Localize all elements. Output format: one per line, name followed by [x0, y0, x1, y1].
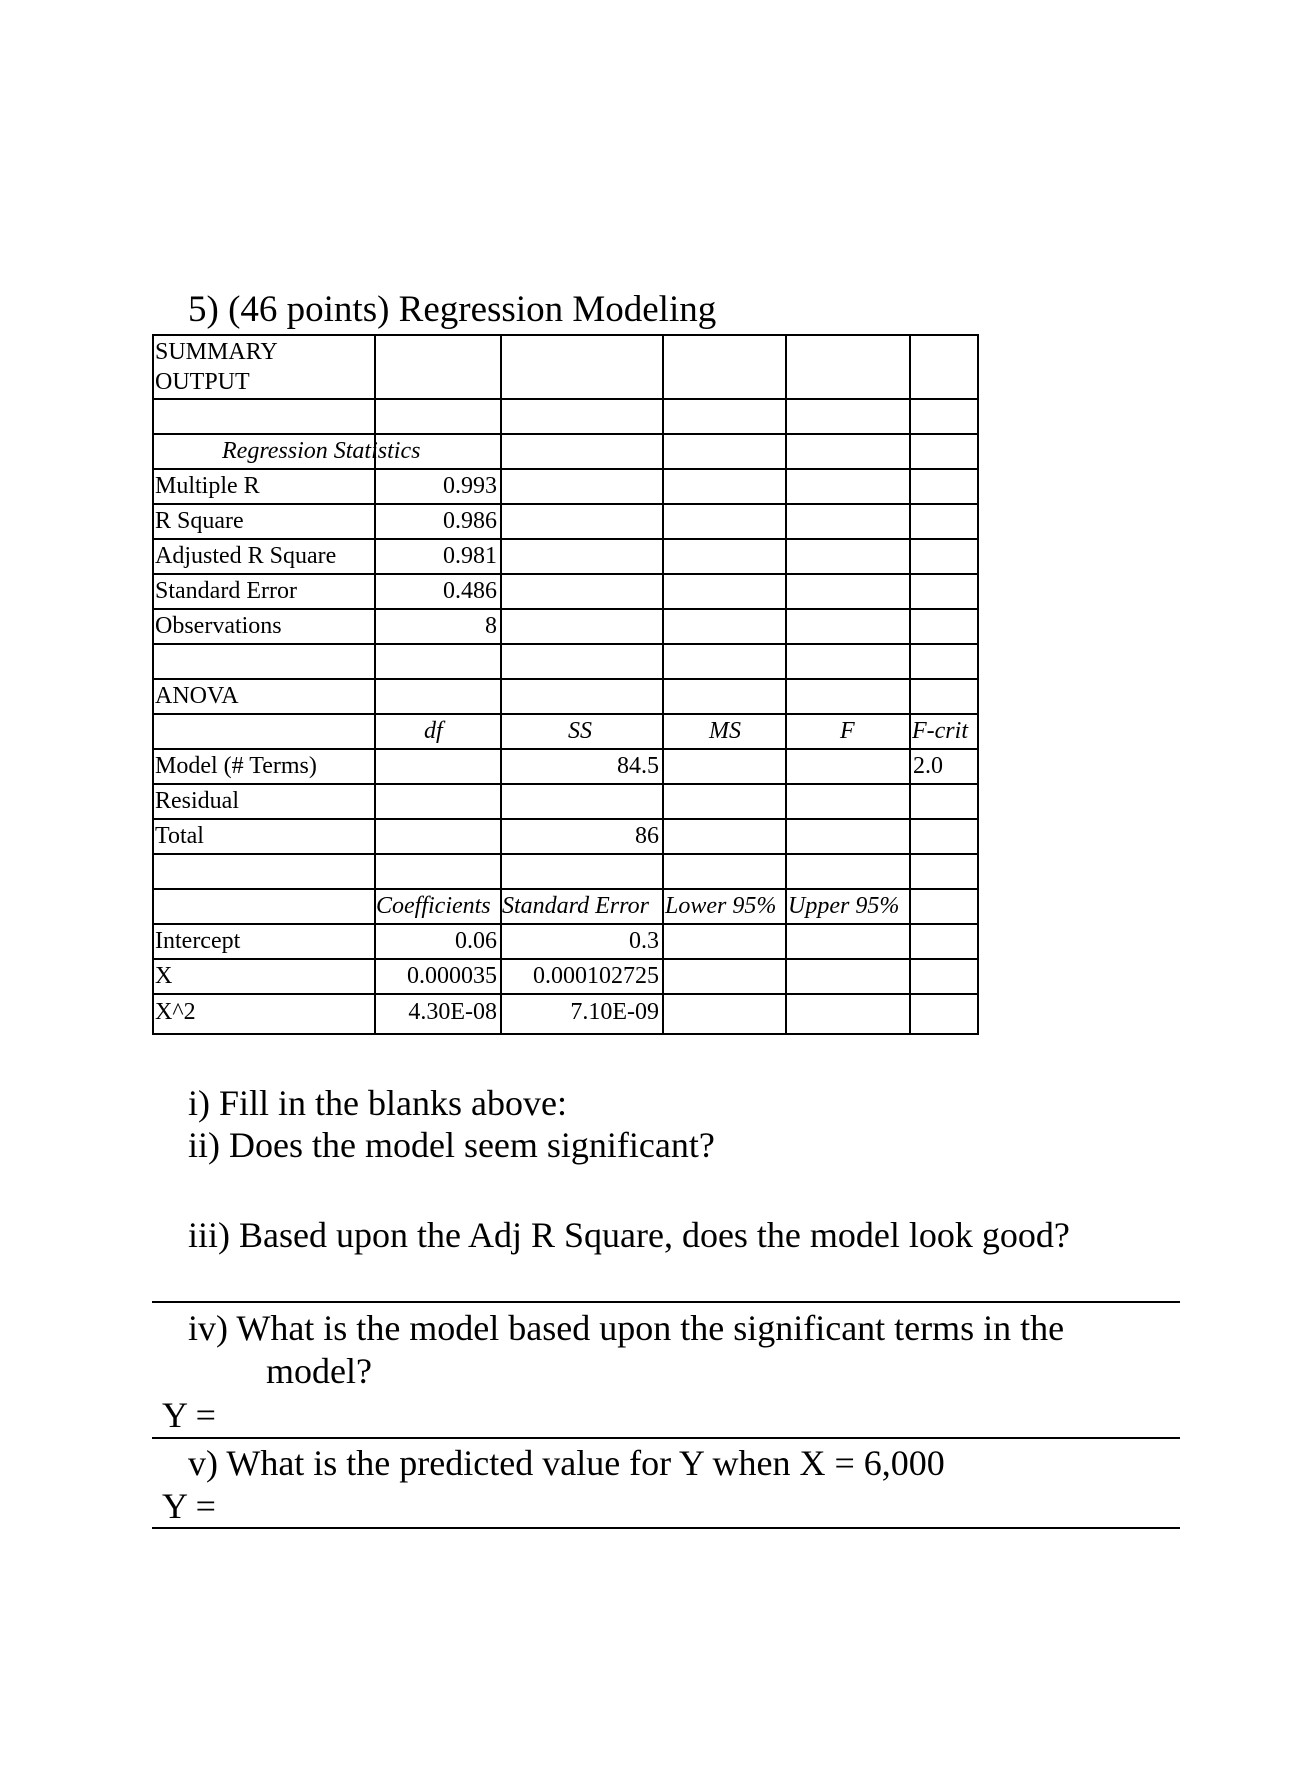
stat-value-multiple-r: 0.993 [443, 473, 497, 499]
answer-line-v [152, 1527, 1180, 1529]
page-title: 5) (46 points) Regression Modeling [188, 289, 717, 330]
regression-statistics-heading: Regression Statistics [222, 438, 421, 464]
anova-col-df: df [424, 718, 443, 744]
coef-col-upper-95: Upper 95% [788, 893, 900, 919]
anova-col-ms: MS [709, 718, 741, 744]
coef-col-standard-error: Standard Error [502, 893, 649, 919]
answer-line-iii [152, 1301, 1180, 1303]
summary-output-line2: OUTPUT [155, 369, 250, 395]
question-i: i) Fill in the blanks above: [188, 1083, 567, 1123]
anova-label-total: Total [155, 823, 204, 849]
coef-se-x-squared: 7.10E-09 [570, 999, 659, 1025]
summary-output-line1: SUMMARY [155, 339, 278, 365]
coef-col-coefficients: Coefficients [376, 893, 491, 919]
anova-col-ss: SS [568, 718, 592, 744]
question-v: v) What is the predicted value for Y when X = 6,000 [188, 1443, 945, 1483]
anova-ss-model: 84.5 [617, 753, 659, 779]
anova-heading: ANOVA [155, 683, 239, 709]
stat-value-adjusted-r-square: 0.981 [443, 543, 497, 569]
summary-output-table [152, 334, 979, 1035]
coef-label-x-squared: X^2 [155, 999, 196, 1025]
stat-label-observations: Observations [155, 613, 282, 639]
anova-label-residual: Residual [155, 788, 239, 814]
question-iii: iii) Based upon the Adj R Square, does the model look good? [188, 1215, 1070, 1255]
anova-fcrit-model: 2.0 [913, 753, 943, 779]
stat-value-r-square: 0.986 [443, 508, 497, 534]
coef-col-lower-95: Lower 95% [665, 893, 777, 919]
question-iv-line2: model? [266, 1351, 372, 1391]
anova-label-model: Model (# Terms) [155, 753, 317, 779]
stat-label-r-square: R Square [155, 508, 244, 534]
anova-ss-total: 86 [635, 823, 659, 849]
question-iv-line1: iv) What is the model based upon the significant terms in the [188, 1308, 1065, 1348]
anova-col-f: F [840, 718, 855, 744]
answer-label-y-iv: Y = [162, 1395, 216, 1435]
coef-label-intercept: Intercept [155, 928, 241, 954]
stat-label-adjusted-r-square: Adjusted R Square [155, 543, 337, 569]
question-ii: ii) Does the model seem significant? [188, 1125, 715, 1165]
coef-value-intercept: 0.06 [455, 928, 497, 954]
stat-label-multiple-r: Multiple R [155, 473, 260, 499]
answer-line-iv [152, 1437, 1180, 1439]
coef-se-intercept: 0.3 [629, 928, 659, 954]
coef-label-x: X [155, 963, 173, 989]
stat-value-standard-error: 0.486 [443, 578, 497, 604]
stat-value-observations: 8 [485, 613, 497, 639]
stat-label-standard-error: Standard Error [155, 578, 297, 604]
coef-se-x: 0.000102725 [533, 963, 659, 989]
coef-value-x: 0.000035 [407, 963, 497, 989]
coef-value-x-squared: 4.30E-08 [408, 999, 497, 1025]
answer-label-y-v: Y = [162, 1486, 216, 1526]
anova-col-fcrit: F-crit [912, 718, 968, 744]
